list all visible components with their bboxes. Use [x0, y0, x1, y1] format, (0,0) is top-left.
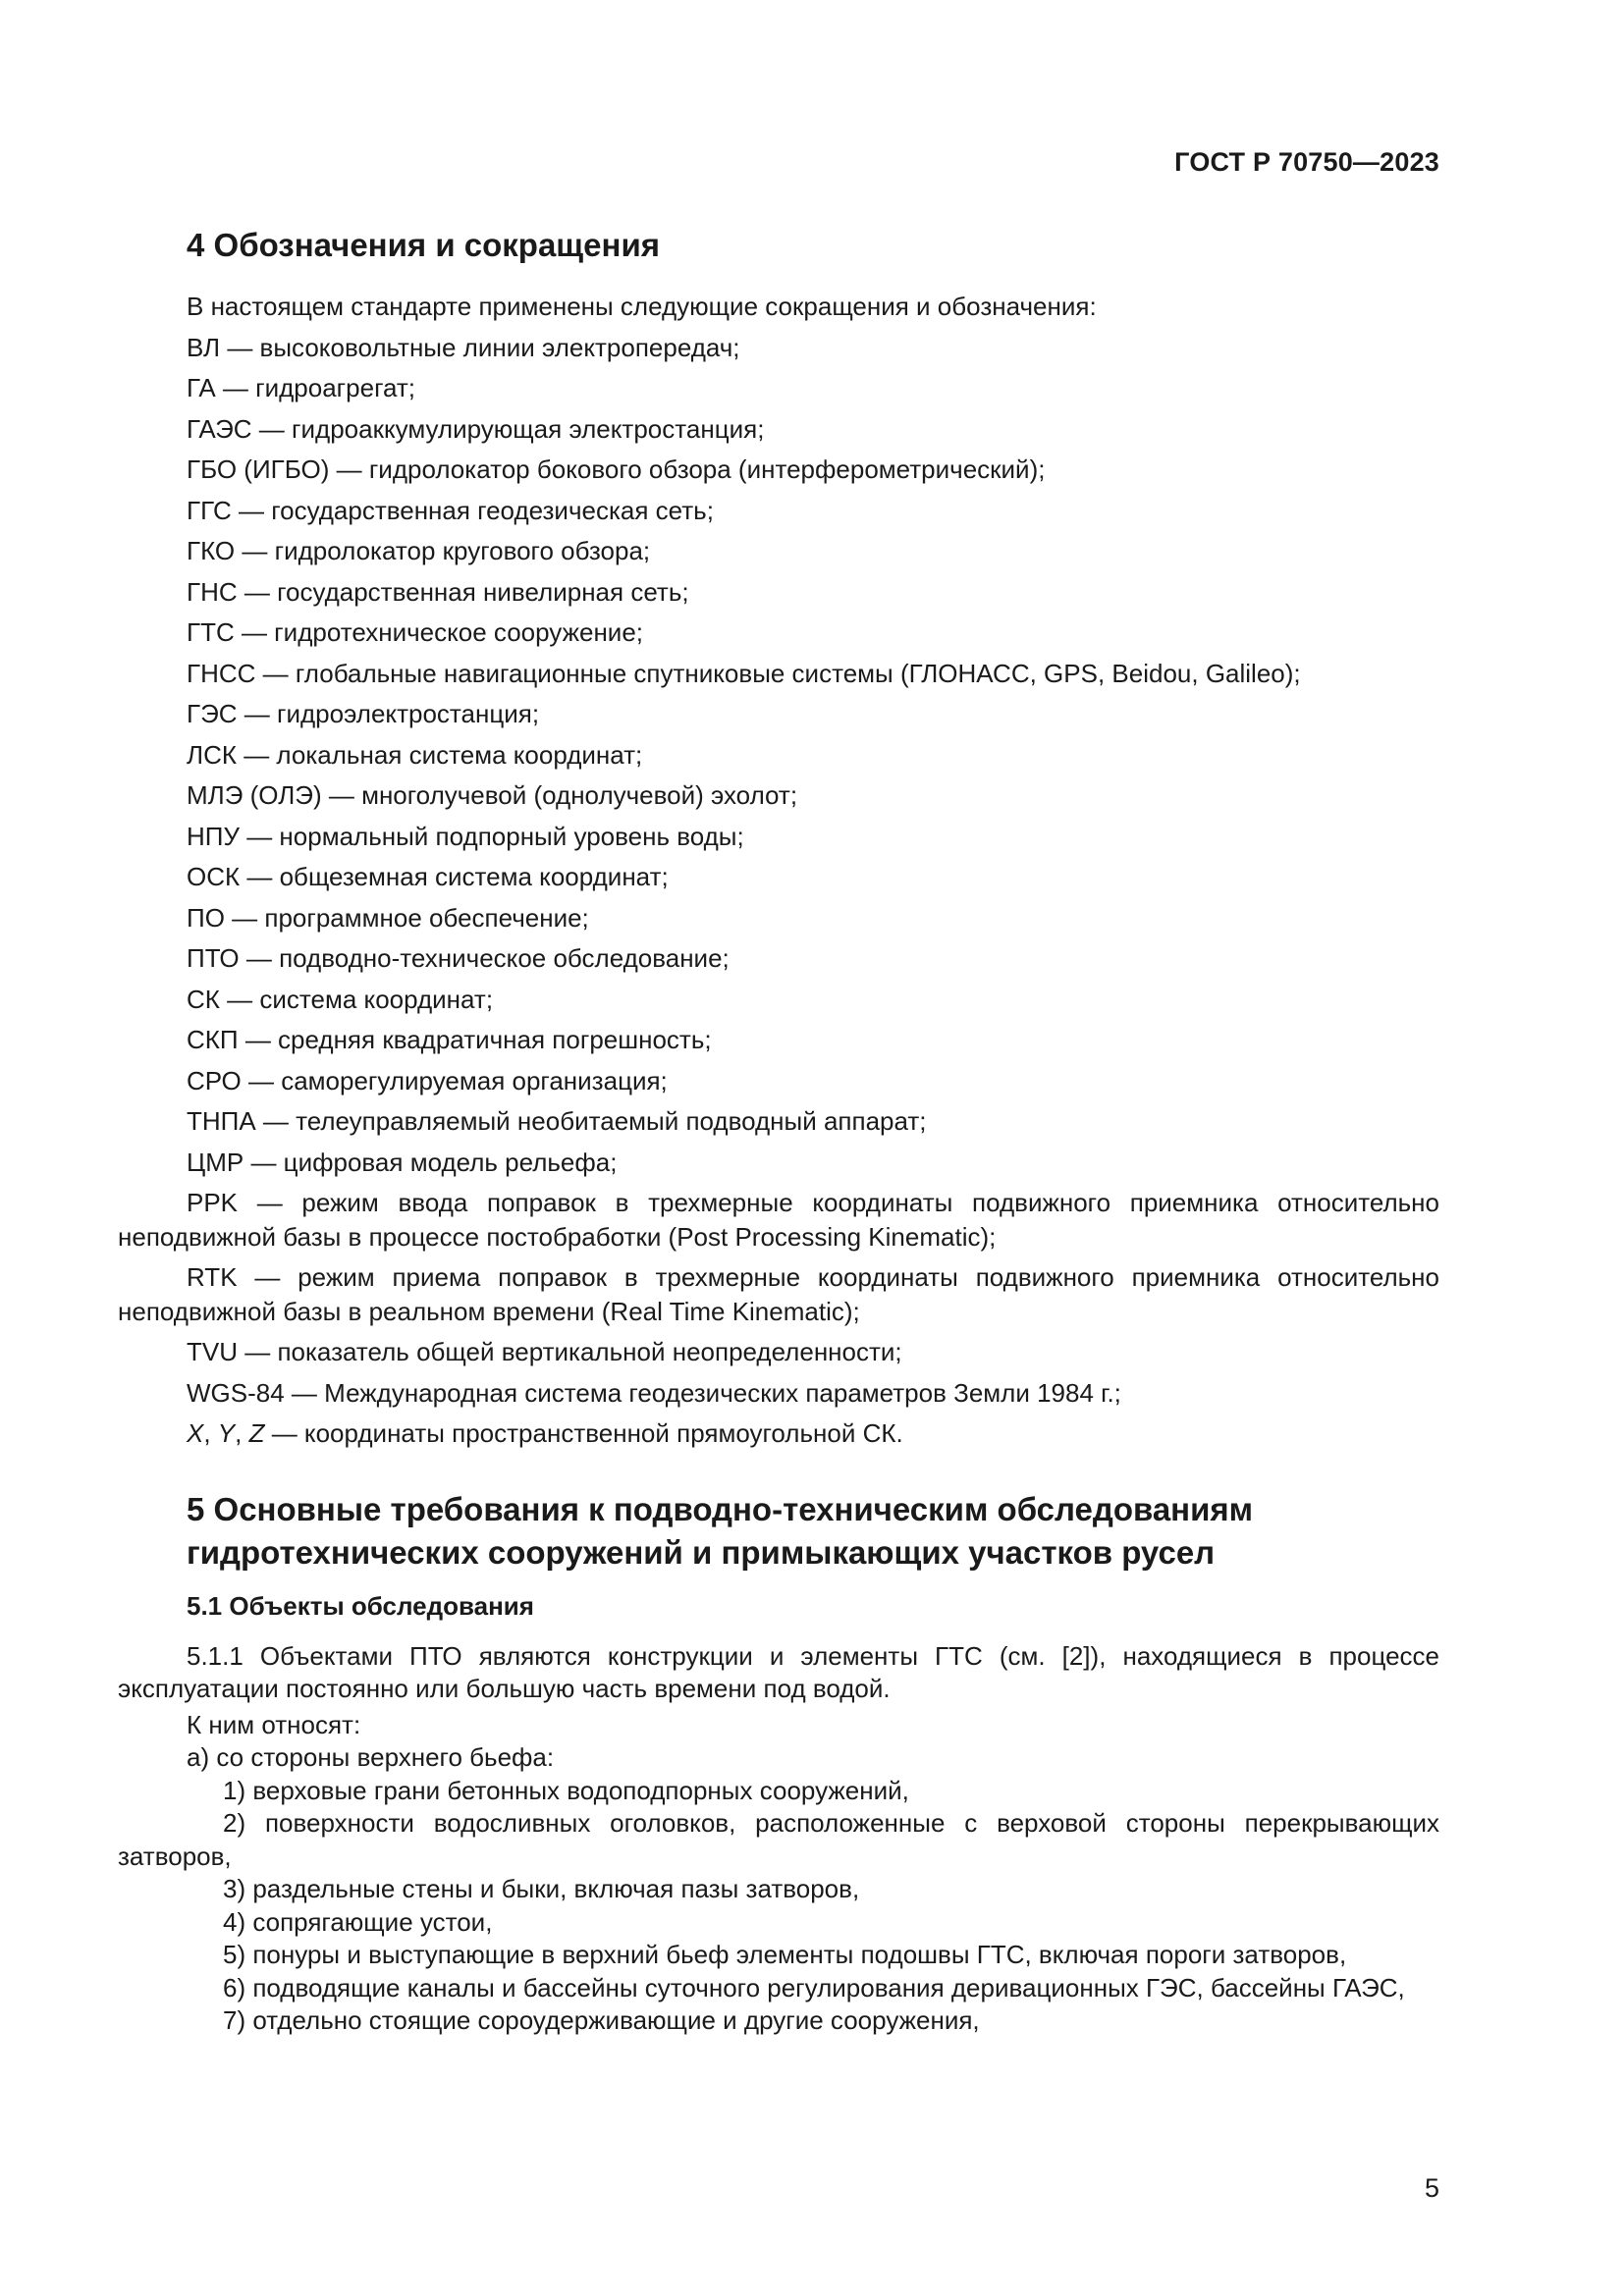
abbrev-item: ОСК — общеземная система координат;: [187, 862, 669, 891]
numbered-item: 4) сопрягающие устои,: [223, 1906, 493, 1937]
abbrev-xyz: [118, 1414, 1439, 1455]
abbrev-item: ПТО — подводно-техническое обследование;: [187, 943, 730, 973]
abbrev-item: ГА — гидроагрегат;: [187, 373, 416, 402]
abbrev-item: ТНПА — телеуправляемый необитаемый подводный аппарат;: [187, 1106, 927, 1136]
numbered-item: 2) поверхности водосливных оголовков, расположенные с верховой стороны перекрывающих затворов,: [118, 1808, 1439, 1871]
coord-description: — координаты пространственной прямоугольной СК.: [264, 1418, 903, 1448]
numbered-item: 7) отдельно стоящие сороудерживающие и другие сооружения,: [223, 2005, 980, 2035]
abbrev-item: ЛСК — локальная система координат;: [187, 739, 643, 770]
abbrev-item: ЦМР — цифровая модель рельефа;: [187, 1147, 618, 1177]
section-4-title: 4 Обозначения и сокращения: [187, 227, 660, 263]
abbrev-item: ПО — программное обеспечение;: [187, 902, 589, 933]
abbrev-item: ГНС — государственная нивелирная сеть;: [187, 576, 689, 607]
numbered-item: 3) раздельные стены и быки, включая пазы затворов,: [223, 1874, 860, 1903]
document-code: ГОСТ Р 70750—2023: [1174, 147, 1439, 177]
coord-y: Y: [217, 1418, 236, 1448]
abbrev-item: МЛЭ (ОЛЭ) — многолучевой (однолучевой) эхолот;: [187, 780, 798, 810]
paragraph-5-1-1: 5.1.1 Объектами ПТО являются конструкции и элементы ГТС (см. [2]), находящиеся в процессе эксплуатации постоянно или большую часть времени под водой.: [118, 1640, 1439, 1703]
abbrev-ppk: PPK — режим ввода поправок в трехмерные координаты подвижного приемника относительно неподвижной базы в процессе постобработки (Post Processing Kinematic);: [118, 1188, 1439, 1252]
section-5-title-line2: гидротехнических сооружений и примыкающих участков русел: [187, 1533, 1216, 1571]
abbrev-item: ГБО (ИГБО) — гидролокатор бокового обзора (интерферометрический);: [187, 454, 1046, 484]
page-content: [118, 224, 1439, 2038]
coord-x: X: [187, 1418, 204, 1448]
abbrev-rtk: RTK — режим приема поправок в трехмерные координаты подвижного приемника относительно неподвижной базы в реальном времени (Real Time Kinematic);: [118, 1262, 1439, 1326]
abbrev-item: ГНСС — глобальные навигационные спутниковые системы (ГЛОНАСС, GPS, Beidou, Galileo);: [187, 658, 1301, 688]
page-number: 5: [1424, 2173, 1439, 2203]
abbrev-item: СКП — средняя квадратичная погрешность;: [187, 1025, 712, 1054]
coord-sep: ,: [235, 1418, 249, 1448]
abbrev-item: СК — система координат;: [187, 984, 494, 1014]
abbrev-tvu: TVU — показатель общей вертикальной неопределенности;: [187, 1337, 902, 1366]
abbrev-item: ГАЭС — гидроаккумулирующая электростанция;: [187, 413, 765, 444]
abbrev-item: ГЭС — гидроэлектростанция;: [187, 699, 540, 728]
numbered-item: 5) понуры и выступающие в верхний бьеф элементы подошвы ГТС, включая пороги затворов,: [223, 1940, 1347, 1969]
abbrev-item: ГГС — государственная геодезическая сеть;: [187, 495, 714, 525]
abbrev-wgs84: WGS-84 — Международная система геодезических параметров Земли 1984 г.;: [187, 1377, 1121, 1408]
section-5-title: [118, 1488, 1439, 1575]
coord-sep: ,: [203, 1418, 218, 1448]
coord-z: Z: [248, 1418, 265, 1448]
abbrev-item: ГКО — гидролокатор кругового обзора;: [187, 536, 651, 565]
abbrev-item: ГТС — гидротехническое сооружение;: [187, 617, 644, 647]
section-5-title-line1: 5 Основные требования к подводно-техническим обследованиям: [187, 1490, 1254, 1527]
section-4-intro: В настоящем стандарте применены следующие сокращения и обозначения:: [187, 292, 1097, 321]
numbered-item: 6) подводящие каналы и бассейны суточного регулирования деривационных ГЭС, бассейны ГАЭС,: [223, 1972, 1405, 2002]
list-item-a: а) со стороны верхнего бьефа:: [187, 1742, 555, 1772]
subsection-5-1-title: 5.1 Объекты обследования: [187, 1590, 534, 1621]
numbered-item: 1) верховые грани бетонных водоподпорных сооружений,: [223, 1775, 909, 1805]
abbrev-item: СРО — саморегулируемая организация;: [187, 1065, 668, 1095]
paragraph-relate: К ним относят:: [187, 1709, 361, 1739]
abbrev-item: ВЛ — высоковольтные линии электропередач;: [187, 332, 740, 362]
abbrev-item: НПУ — нормальный подпорный уровень воды;: [187, 821, 744, 851]
